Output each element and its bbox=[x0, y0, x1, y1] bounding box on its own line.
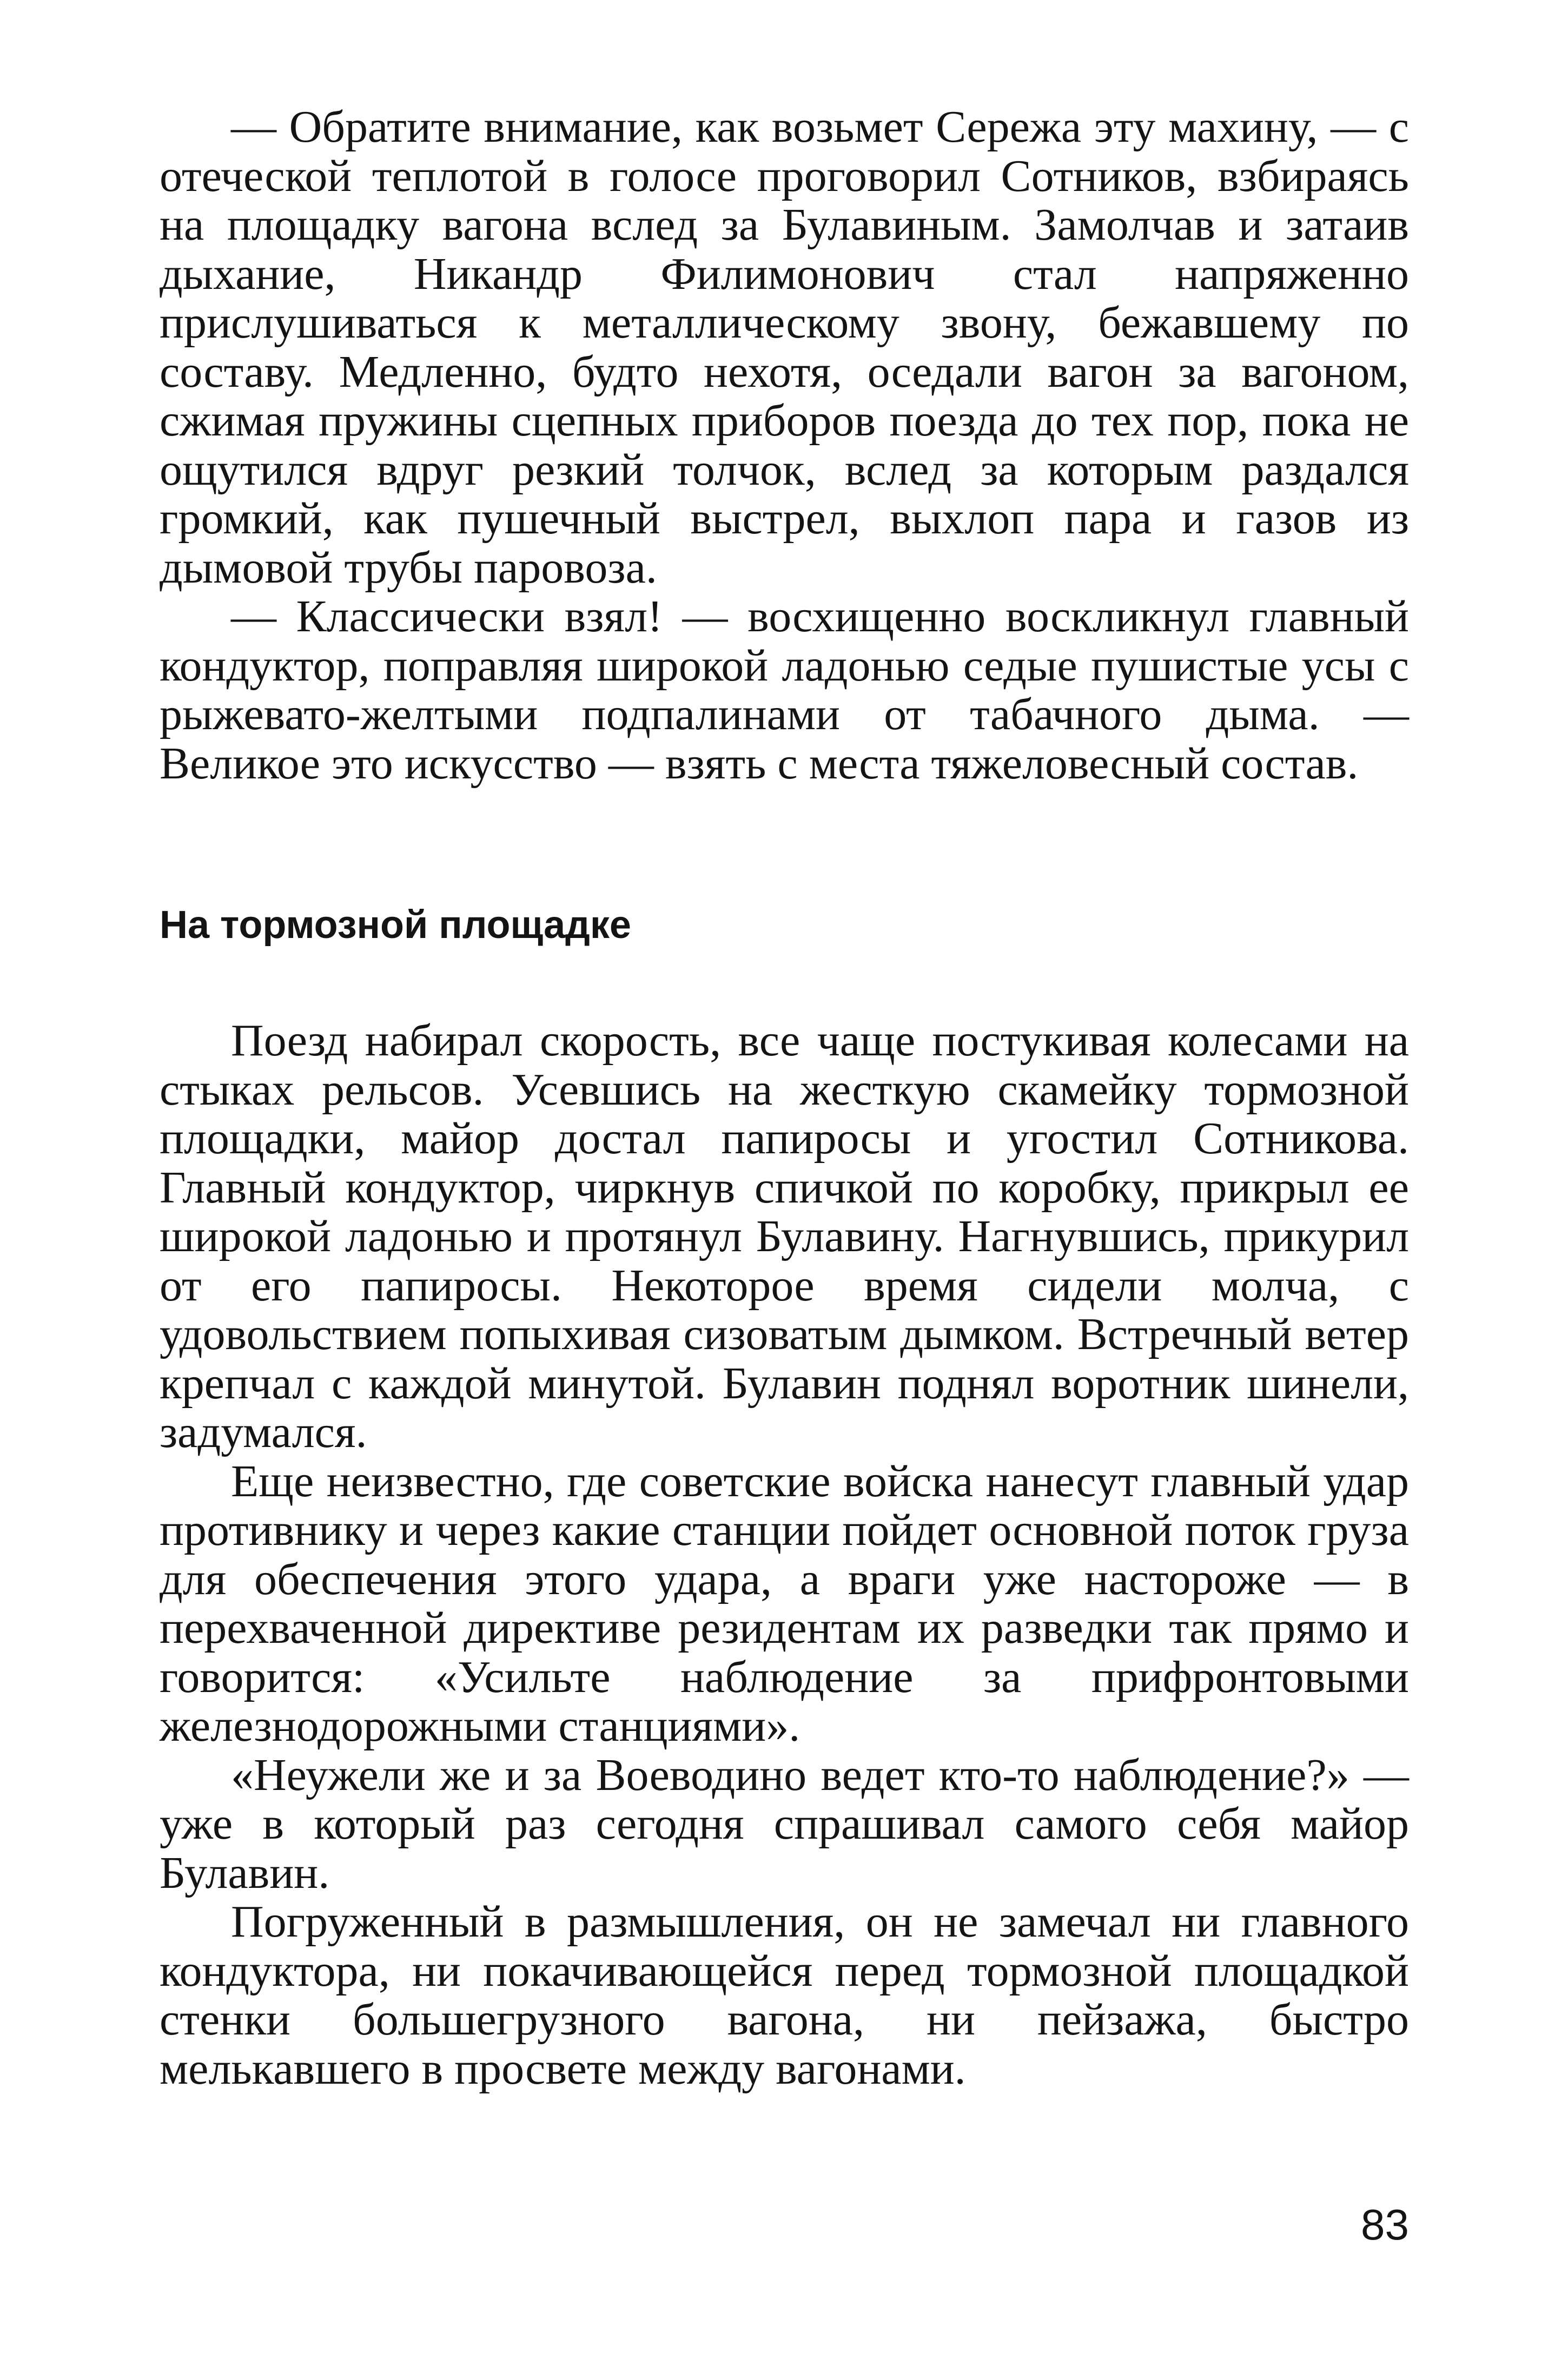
paragraph-conductor-exclamation: — Классически взял! — восхищенно воскликнул главный кондуктор, поправляя широкой ладонью седые пушистые усы с рыжевато-желтыми подпалинами от табачного дыма. — Великое это искусство — взять с места тяжеловесный состав. bbox=[160, 591, 1409, 789]
paragraph-directive: Еще неизвестно, где советские войска нанесут главный удар противнику и через какие станции пойдет основной поток груза для обеспечения этого удара, а враги уже настороже — в перехваченной директиве резидентам их разведки так прямо и говорится: «Усильте наблюдение за прифронтовыми железнодорожными станциями». bbox=[160, 1456, 1409, 1751]
paragraph-sotnikov-remark: — Обратите внимание, как возьмет Сережа эту махину, — с отеческой теплотой в голосе проговорил Сотников, взбираясь на площадку вагона вслед за Булавиным. Замолчав и затаив дыхание, Никандр Филимонович стал напряженно прислушиваться к металлическому звону, бежавшему по составу. Медленно, будто нехотя, оседали вагон за вагоном, сжимая пружины сцепных приборов поезда до тех пор, пока не ощутился вдруг резкий толчок, вслед за которым раздался громкий, как пушечный выстрел, выхлоп пара и газов из дымовой трубы паровоза. bbox=[160, 102, 1409, 593]
paragraph-reflection: Погруженный в размышления, он не замечал ни главного кондуктора, ни покачивающейся перед тормозной площадкой стенки большегрузного вагона, ни пейзажа, быстро мелькавшего в просвете между вагонами. bbox=[160, 1897, 1409, 2094]
paragraph-train-speed: Поезд набирал скорость, все чаще постукивая колесами на стыках рельсов. Усевшись на жесткую скамейку тормозной площадки, майор достал папиросы и угостил Сотникова. Главный кондуктор, чиркнув спичкой по коробку, прикрыл ее широкой ладонью и протянул Булавину. Нагнувшись, прикурил от его папиросы. Некоторое время сидели молча, с удовольствием попыхивая сизоватым дымком. Встречный ветер крепчал с каждой минутой. Булавин поднял воротник шинели, задумался. bbox=[160, 1015, 1409, 1457]
book-page bbox=[160, 103, 1409, 2093]
section-heading: На тормозной площадке bbox=[160, 903, 631, 947]
paragraph-voevodino-question: «Неужели же и за Воеводино ведет кто-то наблюдение?» — уже в который раз сегодня спрашивал самого себя майор Булавин. bbox=[160, 1749, 1409, 1898]
page-number: 83 bbox=[1361, 2201, 1409, 2249]
